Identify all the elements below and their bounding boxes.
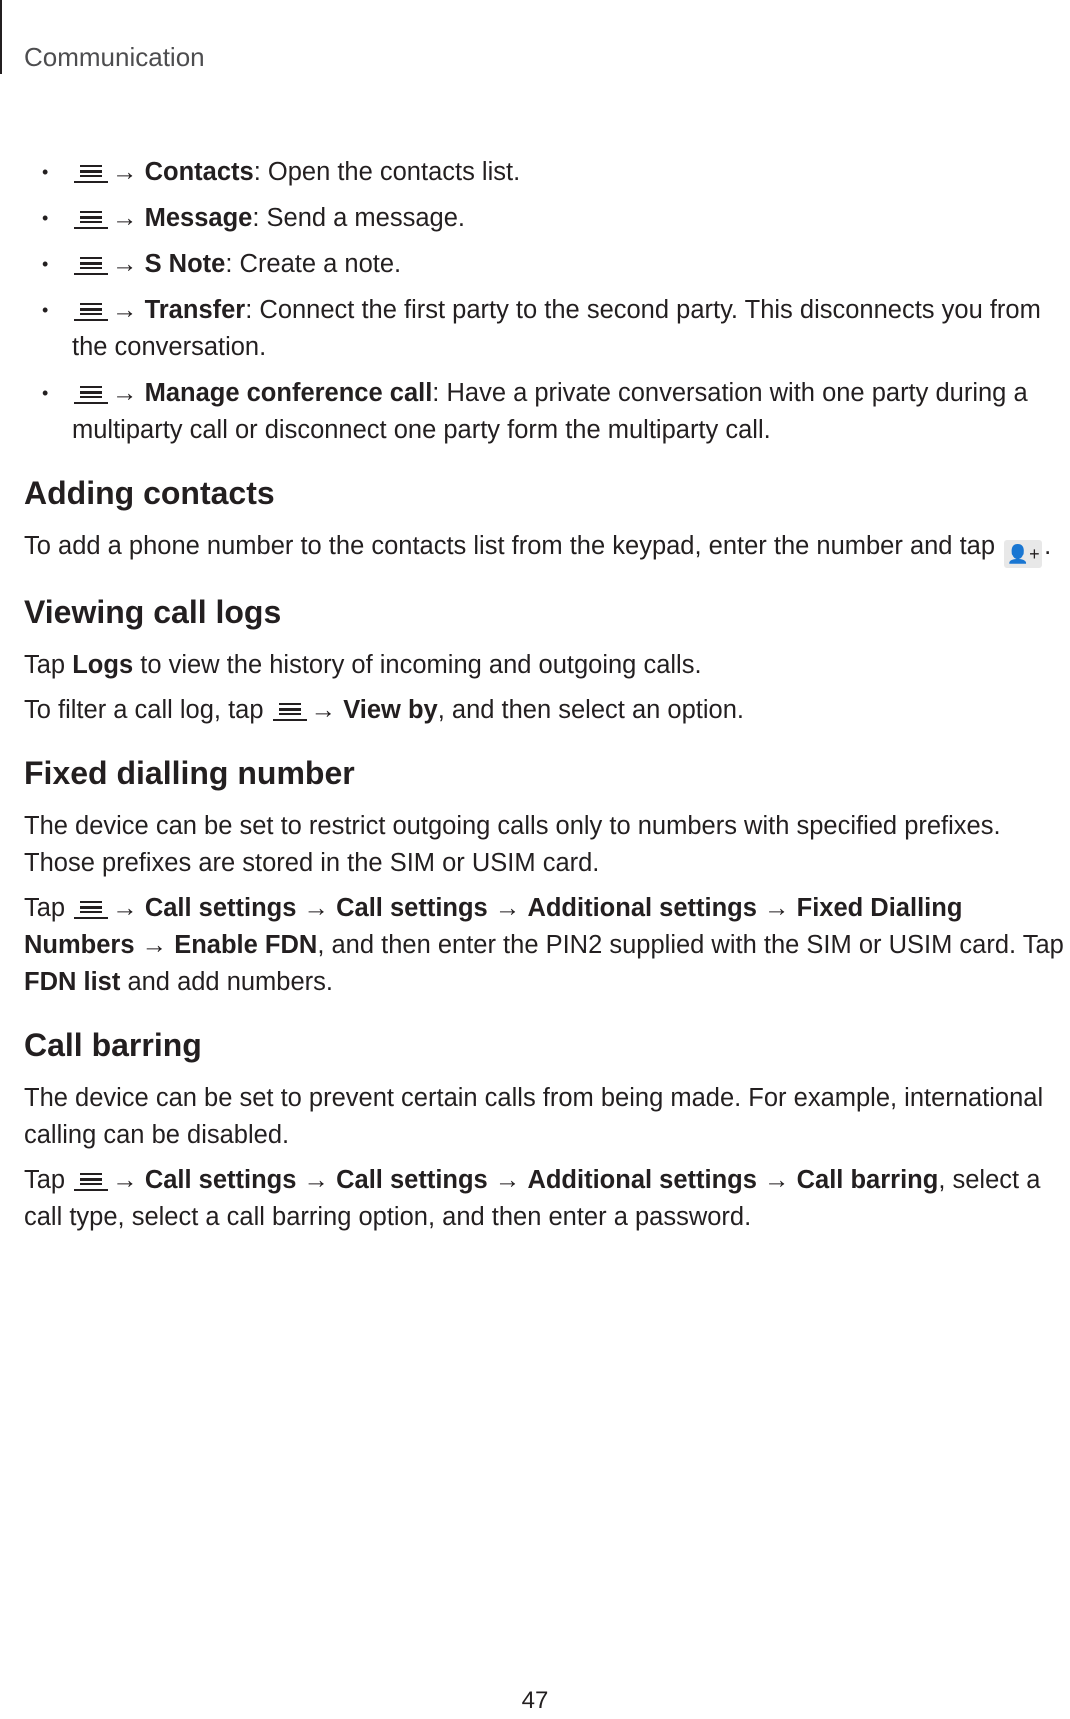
arrow: → [112, 204, 138, 232]
adding-contacts-section [24, 473, 1070, 568]
option-description: : Open the contacts list. [253, 158, 521, 186]
call-barring-section [24, 1025, 1070, 1236]
paragraph: To add a phone number to the contacts list from the keypad, enter the number and tap 👤+ . [24, 528, 1070, 568]
menu-icon [74, 299, 108, 321]
list-item [24, 375, 1070, 449]
option-label: S Note [144, 250, 226, 278]
paragraph: Tap → Call settings → Call settings → Additional settings → Fixed Dialling Numbers → Enable FDN, and then enter the PIN2 supplied with the SIM or USIM card. Tap FDN list and add numbers. [24, 894, 1064, 996]
menu-icon [273, 699, 307, 721]
paragraph: Tap Logs to view the history of incoming and outgoing calls. [24, 651, 702, 679]
page-number: 47 [521, 1687, 549, 1714]
arrow: → [112, 296, 138, 324]
menu-icon [74, 1169, 108, 1191]
section-heading: Viewing call logs [24, 594, 282, 630]
list-item [24, 154, 1070, 191]
page-content [24, 154, 1070, 1236]
arrow: → [112, 158, 138, 186]
menu-icon [74, 207, 108, 229]
option-description: : Connect the first party to the second party. This disconnects you from the conversation. [72, 296, 1041, 361]
option-label: Contacts [144, 158, 254, 186]
section-heading: Fixed dialling number [24, 755, 355, 791]
chapter-title: Communication [24, 42, 205, 72]
paragraph: The device can be set to restrict outgoing calls only to numbers with specified prefixes. Those prefixes are stored in the SIM or USIM card. [24, 812, 1001, 877]
option-description: : Send a message. [252, 204, 465, 232]
menu-icon [74, 382, 108, 404]
arrow: → [112, 379, 138, 407]
list-item [24, 292, 1070, 366]
in-call-options-list [24, 154, 1070, 449]
section-heading: Call barring [24, 1027, 202, 1063]
section-heading: Adding contacts [24, 475, 275, 511]
menu-icon [74, 253, 108, 275]
add-contact-icon: 👤+ [1004, 540, 1042, 568]
viewing-call-logs-section [24, 592, 1070, 729]
list-item [24, 200, 1070, 237]
paragraph: To filter a call log, tap → View by, and then select an option. [24, 696, 744, 724]
option-label: Message [144, 204, 253, 232]
paragraph: Tap → Call settings → Call settings → Additional settings → Call barring, select a call type, select a call barring option, and then enter a password. [24, 1166, 1041, 1231]
menu-icon [74, 161, 108, 183]
corner-crop-line [0, 0, 2, 74]
option-description: : Have a private conversation with one party during a multiparty call or disconnect one party form the multiparty call. [72, 379, 1028, 444]
paragraph: The device can be set to prevent certain calls from being made. For example, international calling can be disabled. [24, 1084, 1044, 1149]
menu-icon [74, 897, 108, 919]
arrow: → [112, 250, 138, 278]
option-description: : Create a note. [225, 250, 402, 278]
list-item [24, 246, 1070, 283]
option-label: Manage conference call [144, 379, 433, 407]
fixed-dialling-number-section [24, 753, 1070, 1001]
option-label: Transfer [144, 296, 246, 324]
